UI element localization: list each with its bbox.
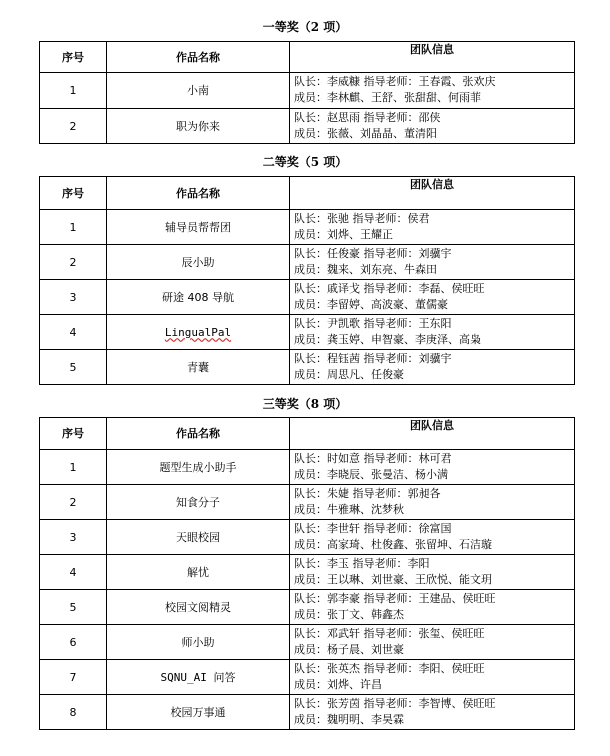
header-team: 团队信息 bbox=[290, 418, 575, 450]
header-num: 序号 bbox=[40, 177, 107, 210]
row-team bbox=[290, 520, 575, 555]
team-members: 成员：刘烨、王耀正 bbox=[294, 228, 393, 241]
table-header-row bbox=[40, 418, 575, 450]
row-name: 题型生成小助手 bbox=[107, 450, 290, 485]
team-members: 成员：张薇、刘晶晶、董清阳 bbox=[294, 127, 437, 140]
team-leader: 队长：任俊豪 指导老师：刘骥宇 bbox=[294, 247, 452, 260]
table-row bbox=[40, 485, 575, 520]
table-row bbox=[40, 315, 575, 350]
row-name: 辅导员帮帮团 bbox=[107, 210, 290, 245]
work-name-latin: LingualPal bbox=[164, 325, 232, 339]
row-num: 1 bbox=[40, 450, 107, 485]
row-num: 5 bbox=[40, 350, 107, 385]
row-name: 小南 bbox=[107, 73, 290, 109]
row-team bbox=[290, 73, 575, 109]
first-prize-table bbox=[39, 41, 575, 144]
row-num: 2 bbox=[40, 485, 107, 520]
row-name: 青囊 bbox=[107, 350, 290, 385]
table-row bbox=[40, 280, 575, 315]
row-name: 知食分子 bbox=[107, 485, 290, 520]
row-team bbox=[290, 109, 575, 144]
row-team bbox=[290, 210, 575, 245]
team-leader: 队长：朱婕 指导老师：郭昶各 bbox=[294, 487, 441, 500]
table-row bbox=[40, 590, 575, 625]
team-members: 成员：魏明明、李昊霖 bbox=[294, 713, 404, 726]
team-members: 成员：高家琦、杜俊鑫、张留坤、石洁璇 bbox=[294, 538, 492, 551]
team-leader: 队长：时如意 指导老师：林可君 bbox=[294, 452, 452, 465]
row-num: 7 bbox=[40, 660, 107, 695]
row-team bbox=[290, 315, 575, 350]
team-members: 成员：魏来、刘东亮、牛森田 bbox=[294, 263, 437, 276]
row-name bbox=[107, 315, 290, 350]
team-members: 成员：周思凡、任俊豪 bbox=[294, 368, 404, 381]
section-title-second-prize: 二等奖（5 项） bbox=[262, 155, 348, 169]
table-row bbox=[40, 555, 575, 590]
table-row bbox=[40, 245, 575, 280]
team-leader: 队长：李威糠 指导老师：王春霞、张欢庆 bbox=[294, 75, 496, 88]
row-name: 职为你来 bbox=[107, 109, 290, 144]
row-num: 2 bbox=[40, 245, 107, 280]
table-row bbox=[40, 450, 575, 485]
team-members: 成员：李留婷、高波豪、董儒豪 bbox=[294, 298, 448, 311]
second-prize-table bbox=[39, 176, 575, 385]
section-title-first-prize: 一等奖（2 项） bbox=[262, 20, 348, 34]
team-members: 成员：张丁文、韩鑫杰 bbox=[294, 608, 404, 621]
team-members: 成员：刘烨、许昌 bbox=[294, 678, 382, 691]
row-num: 2 bbox=[40, 109, 107, 144]
row-team bbox=[290, 280, 575, 315]
row-name: 解忧 bbox=[107, 555, 290, 590]
team-leader: 队长：张英杰 指导老师：李阳、侯旺旺 bbox=[294, 662, 485, 675]
table-row bbox=[40, 660, 575, 695]
header-name: 作品名称 bbox=[107, 42, 290, 73]
row-team bbox=[290, 485, 575, 520]
section-title-third-prize: 三等奖（8 项） bbox=[262, 397, 348, 411]
row-name: 研途 408 导航 bbox=[107, 280, 290, 315]
table-row bbox=[40, 520, 575, 555]
row-name: 师小助 bbox=[107, 625, 290, 660]
header-name: 作品名称 bbox=[107, 177, 290, 210]
team-leader: 队长：赵思雨 指导老师：邵侠 bbox=[294, 111, 441, 124]
row-name: 天眼校园 bbox=[107, 520, 290, 555]
team-leader: 队长：戚译戈 指导老师：李磊、侯旺旺 bbox=[294, 282, 485, 295]
row-num: 3 bbox=[40, 520, 107, 555]
row-team bbox=[290, 625, 575, 660]
table-row bbox=[40, 210, 575, 245]
header-num: 序号 bbox=[40, 42, 107, 73]
team-leader: 队长：张驰 指导老师：侯君 bbox=[294, 212, 430, 225]
row-num: 8 bbox=[40, 695, 107, 730]
row-num: 4 bbox=[40, 555, 107, 590]
row-name bbox=[107, 660, 290, 695]
table-row bbox=[40, 695, 575, 730]
team-members: 成员：杨子晨、刘世豪 bbox=[294, 643, 404, 656]
row-num: 1 bbox=[40, 73, 107, 109]
table-row bbox=[40, 625, 575, 660]
row-team bbox=[290, 245, 575, 280]
row-name: 校园万事通 bbox=[107, 695, 290, 730]
row-num: 6 bbox=[40, 625, 107, 660]
header-name: 作品名称 bbox=[107, 418, 290, 450]
team-leader: 队长：郭李豪 指导老师：王建品、侯旺旺 bbox=[294, 592, 496, 605]
row-team bbox=[290, 695, 575, 730]
header-num: 序号 bbox=[40, 418, 107, 450]
table-row bbox=[40, 73, 575, 109]
table-header-row bbox=[40, 177, 575, 210]
row-team bbox=[290, 450, 575, 485]
team-leader: 队长：尹凯歌 指导老师：王东阳 bbox=[294, 317, 452, 330]
row-team bbox=[290, 660, 575, 695]
team-leader: 队长：李世轩 指导老师：徐富国 bbox=[294, 522, 452, 535]
team-members: 成员：王以琳、刘世豪、王欣悦、能文玥 bbox=[294, 573, 492, 586]
table-header-row bbox=[40, 42, 575, 73]
team-leader: 队长：邓武轩 指导老师：张玺、侯旺旺 bbox=[294, 627, 485, 640]
third-prize-table bbox=[39, 417, 575, 730]
team-leader: 队长：张芳茵 指导老师：李智博、侯旺旺 bbox=[294, 697, 496, 710]
work-name-latin: SQNU_AI 问答 bbox=[160, 670, 236, 684]
row-team bbox=[290, 555, 575, 590]
row-num: 4 bbox=[40, 315, 107, 350]
row-num: 3 bbox=[40, 280, 107, 315]
row-name: 辰小助 bbox=[107, 245, 290, 280]
row-num: 1 bbox=[40, 210, 107, 245]
header-team: 团队信息 bbox=[290, 177, 575, 210]
table-row bbox=[40, 350, 575, 385]
team-members: 成员：龚玉婷、申智豪、李庚泽、高枭 bbox=[294, 333, 481, 346]
row-name: 校园文阅精灵 bbox=[107, 590, 290, 625]
team-members: 成员：李晓辰、张曼洁、杨小满 bbox=[294, 468, 448, 481]
team-leader: 队长：程钰茜 指导老师：刘骥宇 bbox=[294, 352, 452, 365]
team-members: 成员：李林麒、王舒、张甜甜、何雨菲 bbox=[294, 91, 481, 104]
row-team bbox=[290, 590, 575, 625]
table-row bbox=[40, 109, 575, 144]
row-team bbox=[290, 350, 575, 385]
row-num: 5 bbox=[40, 590, 107, 625]
header-team: 团队信息 bbox=[290, 42, 575, 73]
team-leader: 队长：李玉 指导老师：李阳 bbox=[294, 557, 430, 570]
team-members: 成员：牛雅琳、沈梦秋 bbox=[294, 503, 404, 516]
